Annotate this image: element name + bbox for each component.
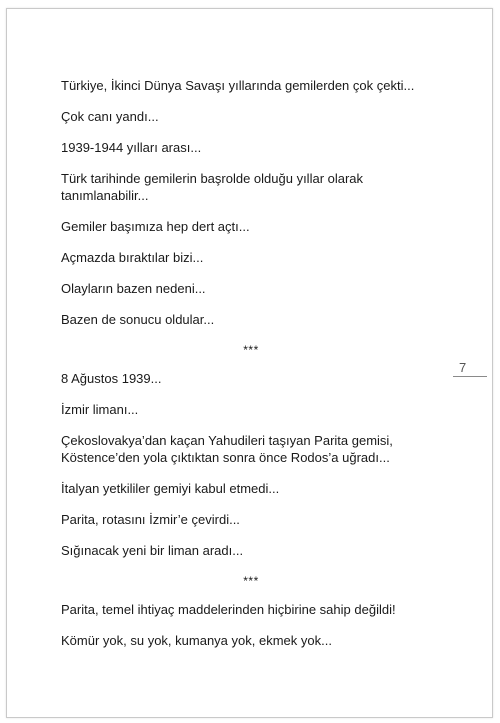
paragraph: İzmir limanı... (61, 402, 139, 418)
paragraph: Sığınacak yeni bir liman aradı... (61, 543, 244, 559)
paragraph: Türkiye, İkinci Dünya Savaşı yıllarında gemilerden çok çekti... (61, 78, 415, 93)
document-page (6, 8, 493, 718)
paragraph: Çok canı yandı... (61, 108, 159, 124)
paragraph: Gemiler başımıza hep dert açtı... (61, 219, 250, 235)
page-number: 7 (453, 360, 487, 377)
page-body (61, 77, 441, 663)
paragraph: Açmazda bıraktılar bizi... (61, 249, 204, 265)
paragraph: Bazen de sonucu oldular... (61, 311, 215, 327)
paragraph: Türk tarihinde gemilerin başrolde olduğu yıllar olarak tanımlanabilir... (61, 170, 364, 204)
paragraph: 1939-1944 yılları arası... (61, 139, 202, 155)
paragraph: İtalyan yetkililer gemiyi kabul etmedi... (61, 481, 280, 497)
paragraph: 8 Ağustos 1939... (61, 371, 162, 387)
paragraph: Parita, rotasını İzmir’e çevirdi... (61, 512, 240, 528)
paragraph: Kömür yok, su yok, kumanya yok, ekmek yok... (61, 633, 332, 649)
paragraph: Parita, temel ihtiyaç maddelerinden hiçbirine sahip değildi! (61, 602, 396, 618)
paragraph: Çekoslovakya’dan kaçan Yahudileri taşıyan Parita gemisi, Köstence’den yola çıktıktan sonra önce Rodos’a uğradı... (61, 432, 393, 466)
section-separator: *** (243, 573, 259, 588)
paragraph: Olayların bazen nedeni... (61, 280, 206, 296)
section-separator: *** (243, 342, 259, 357)
